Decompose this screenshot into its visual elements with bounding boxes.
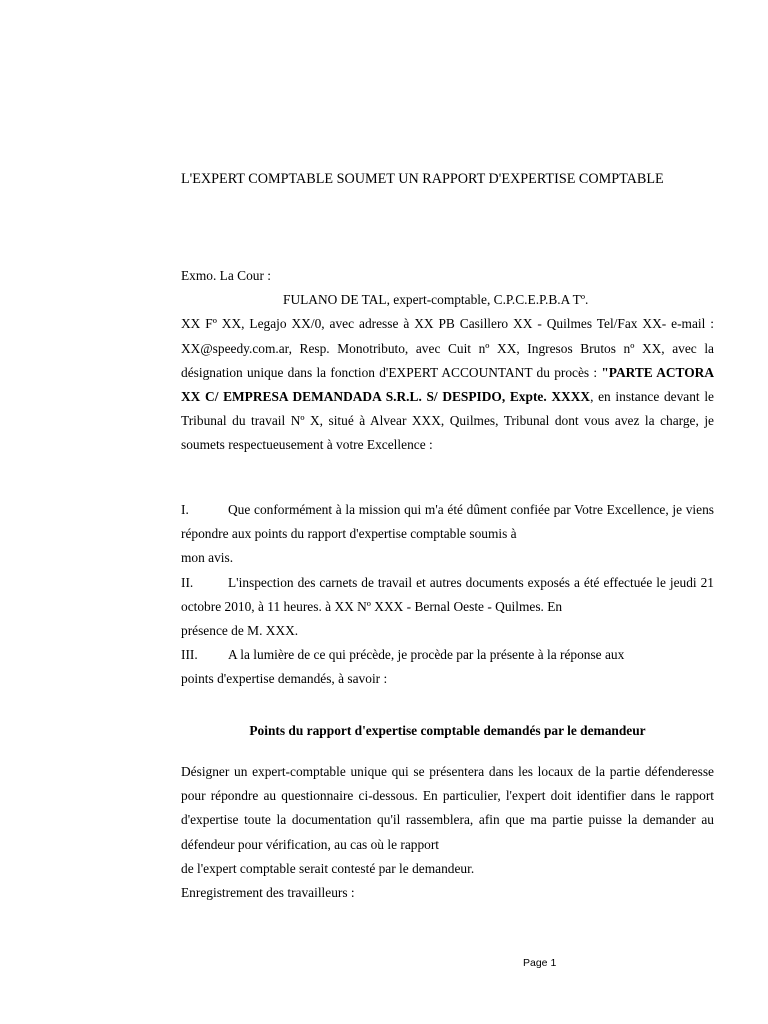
intro-section (181, 264, 714, 458)
section-body (181, 760, 714, 905)
point-item-3 (181, 643, 714, 667)
case-title: "PARTE ACTORA XX C/ EMPRESA DEMANDADA S.R.L. S/ DESPIDO, Expte. XXXX (181, 364, 715, 405)
page-number: Page 1 (523, 957, 557, 969)
point-numeral: I. (181, 502, 189, 517)
point-numeral: II. (181, 574, 194, 590)
point-item-2-end: présence de M. XXX. (181, 623, 299, 639)
section-last-line: Enregistrement des travailleurs : (181, 885, 355, 901)
point-item-2 (181, 571, 714, 619)
section-heading: Points du rapport d'expertise comptable demandés par le demandeur (249, 723, 646, 738)
point-text: Que conformément à la mission qui m'a été dûment confiée par Votre Excellence, je viens répondre aux points du rapport d'expertise comptable soumis à (181, 502, 714, 542)
point-item-3-end: points d'expertise demandés, à savoir : (181, 671, 388, 687)
point-text: L'inspection des carnets de travail et autres documents exposés a été effectuée le jeudi 21 octobre 2010, à 11 heures. à XX Nº XXX - Bernal Oeste - Quilmes. En (181, 574, 714, 614)
section-paragraph-end: de l'expert comptable serait contesté par le demandeur. (181, 860, 475, 876)
intro-text-part1: XX Fº XX, Legajo XX/0, avec adresse à XX PB Casillero XX - Quilmes Tel/Fax XX- e-mail : XX@speedy.com.ar, Resp. Monotributo, avec Cuit nº XX, Ingresos Brutos nº XX, avec la désignation unique dans la fonction d'EXPERT ACCOUNTANT du procès : (181, 316, 714, 380)
section-paragraph: Désigner un expert-comptable unique qui se présentera dans les locaux de la partie défenderesse pour répondre au questionnaire ci-dessous. En particulier, l'expert doit identifier dans le rapport d'expertise toute la documentation qu'il rassemblera, afin que ma partie puisse la demander au défendeur pour vérification, au cas où le rapport (181, 764, 714, 852)
intro-text-part2: , en instance devant le Tribunal du travail Nº X, situé à Alvear XXX, Quilmes, Tribunal dont vous avez la charge, je soumets respectueusement à votre Excellence : (181, 389, 714, 453)
point-text: A la lumière de ce qui précède, je procède par la présente à la réponse aux (228, 647, 625, 663)
points-list (181, 498, 714, 692)
point-item-1-end: mon avis. (181, 550, 234, 566)
salutation: Exmo. La Cour : (181, 268, 272, 283)
intro-paragraph (181, 312, 714, 457)
point-item-1 (181, 498, 714, 546)
point-numeral: III. (181, 647, 198, 663)
document-title: L'EXPERT COMPTABLE SOUMET UN RAPPORT D'EXPERTISE COMPTABLE (181, 171, 664, 187)
expert-name-line: FULANO DE TAL, expert-comptable, C.P.C.E.P.B.A Tº. (283, 292, 589, 308)
